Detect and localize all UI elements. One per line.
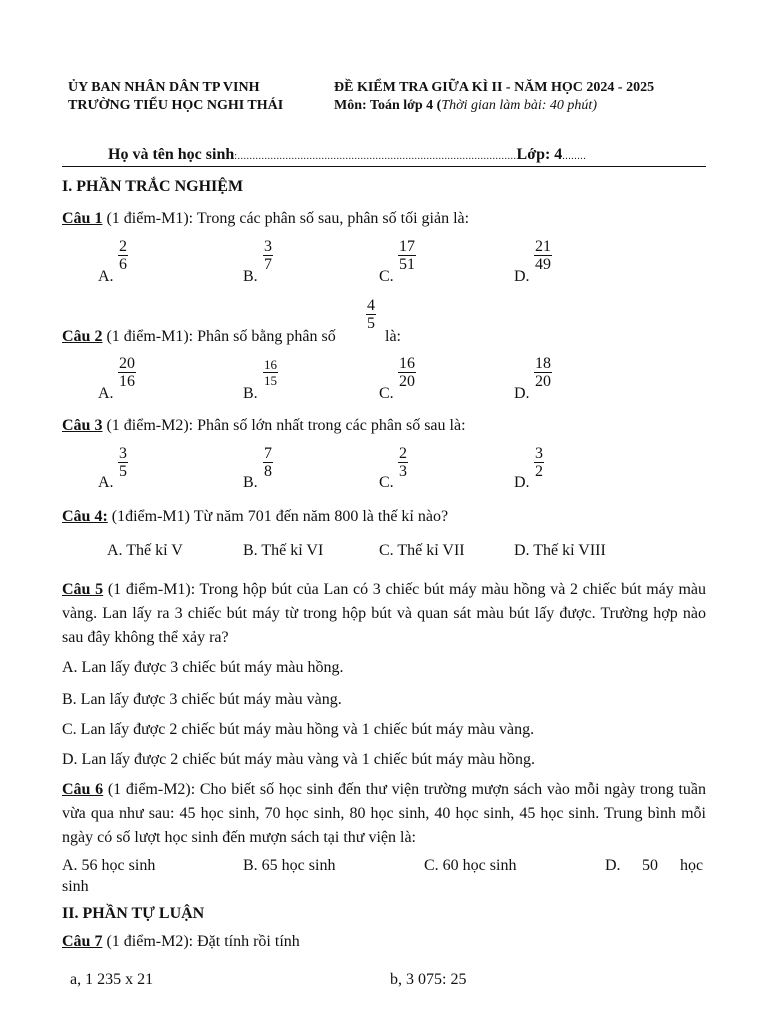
section-1-title: I. PHẦN TRẮC NGHIỆM [62, 178, 244, 195]
question-5-text: (1 điểm-M1): Trong hộp bút của Lan có 3 chiếc bút máy màu hồng và 2 chiếc bút máy màu vàng. Lan lấy ra 3 chiếc bút máy từ trong hộp bút và quan sát màu bút lấy được. Trường hợp nào sau đây không thể xảy ra? [62, 581, 707, 646]
question-7-part-a: a, 1 235 x 21 [70, 971, 154, 988]
class-dots: ........ [562, 151, 587, 162]
question-5 [62, 578, 706, 650]
option-fraction: $\frac{16}{15}$ [264, 357, 277, 388]
student-info-line [108, 146, 586, 164]
name-label: Họ và tên học sinh [108, 146, 235, 163]
question-7 [62, 930, 300, 954]
option-fraction: $\frac{2}{6}$ [119, 238, 127, 273]
option-fraction: $\frac{18}{20}$ [535, 355, 551, 390]
option: A. 56 học sinh [62, 857, 156, 874]
question-4 [62, 505, 448, 529]
exam-subject: Môn: Toán lớp 4 (Thời gian làm bài: 40 phút) [334, 98, 597, 113]
option-letter: D. [514, 474, 530, 491]
question-6 [62, 778, 706, 850]
option-letter: D. [514, 268, 530, 285]
question-2-label: Câu 2 [62, 328, 103, 345]
question-7-text: (1 điểm-M2): Đặt tính rồi tính [102, 933, 300, 950]
option: học [680, 857, 704, 874]
question-7-part-b: b, 3 075: 25 [390, 971, 467, 988]
option-fraction: $\frac{17}{51}$ [399, 238, 415, 273]
option: D. Thế kỉ VIII [514, 542, 606, 559]
option-letter: D. [514, 385, 530, 402]
header-divider [62, 166, 706, 167]
question-2-text-after: là: [385, 328, 401, 345]
question-3-label: Câu 3 [62, 417, 103, 434]
option-fraction: $\frac{3}{2}$ [535, 445, 543, 480]
option: 50 [642, 857, 658, 874]
option-letter: A. [98, 268, 114, 285]
option-fraction: $\frac{16}{20}$ [399, 355, 415, 390]
exam-header [334, 79, 654, 115]
question-2-text: (1 điểm-M1): Phân số bằng phân số [102, 328, 336, 345]
question-5-label: Câu 5 [62, 581, 104, 598]
org-header [68, 79, 283, 115]
option: sinh [62, 878, 89, 895]
question-1-text: (1 điểm-M1): Trong các phân số sau, phân số tối giản là: [102, 210, 470, 227]
option-fraction: $\frac{3}{7}$ [264, 238, 272, 273]
option-fraction: $\frac{2}{3}$ [399, 445, 407, 480]
question-2-fraction: $\frac{4}{5}$ [367, 297, 375, 332]
option-fraction: $\frac{3}{5}$ [119, 445, 127, 480]
option-letter: C. [379, 268, 394, 285]
question-2 [62, 325, 336, 349]
option: B. 65 học sinh [243, 857, 336, 874]
option: B. Lan lấy được 3 chiếc bút máy màu vàng. [62, 691, 342, 708]
option: B. Thế kỉ VI [243, 542, 324, 559]
question-1 [62, 207, 469, 231]
option-letter: B. [243, 385, 258, 402]
question-3-text: (1 điểm-M2): Phân số lớn nhất trong các phân số sau là: [102, 417, 466, 434]
question-6-text: (1 điểm-M2): Cho biết số học sinh đến thư viện trường mượn sách vào mỗi ngày trong tuần vừa qua như sau: 45 học sinh, 70 học sinh, 80 học sinh, 40 học sinh, 45 học sinh. Trung bình mỗi ngày có số lượt học sinh đến mượn sách tại thư viện là: [62, 781, 707, 846]
question-4-text: (1điểm-M1) Từ năm 701 đến năm 800 là thế kỉ nào? [107, 508, 449, 525]
option: C. Thế kỉ VII [379, 542, 465, 559]
option-letter: C. [379, 385, 394, 402]
option-letter: B. [243, 474, 258, 491]
option-letter: B. [243, 268, 258, 285]
question-1-label: Câu 1 [62, 210, 103, 227]
option-fraction: $\frac{7}{8}$ [264, 445, 272, 480]
question-6-label: Câu 6 [62, 781, 104, 798]
question-4-label: Câu 4: [62, 508, 108, 525]
question-3 [62, 414, 466, 438]
option: C. Lan lấy được 2 chiếc bút máy màu hồng và 1 chiếc bút máy màu vàng. [62, 721, 535, 738]
question-7-label: Câu 7 [62, 933, 103, 950]
org-line1: ỦY BAN NHÂN DÂN TP VINH [68, 80, 260, 95]
option: A. Lan lấy được 3 chiếc bút máy màu hồng. [62, 659, 344, 676]
option-letter: C. [379, 474, 394, 491]
org-line2: TRƯỜNG TIỂU HỌC NGHI THÁI [68, 98, 284, 113]
option: C. 60 học sinh [424, 857, 517, 874]
option-fraction: $\frac{21}{49}$ [535, 238, 551, 273]
option-fraction: $\frac{20}{16}$ [119, 355, 135, 390]
option-letter: A. [98, 385, 114, 402]
option-letter: A. [98, 474, 114, 491]
name-dots: :............................................................................................. [234, 151, 517, 162]
section-2-title: II. PHẦN TỰ LUẬN [62, 905, 205, 922]
option: A. Thế kỉ V [107, 542, 183, 559]
exam-title: ĐỀ KIỂM TRA GIỮA KÌ II - NĂM HỌC 2024 - 2025 [334, 80, 655, 95]
option: D. Lan lấy được 2 chiếc bút máy màu vàng và 1 chiếc bút máy màu hồng. [62, 751, 535, 768]
class-label: Lớp: 4 [516, 146, 563, 163]
option: D. [605, 857, 621, 874]
